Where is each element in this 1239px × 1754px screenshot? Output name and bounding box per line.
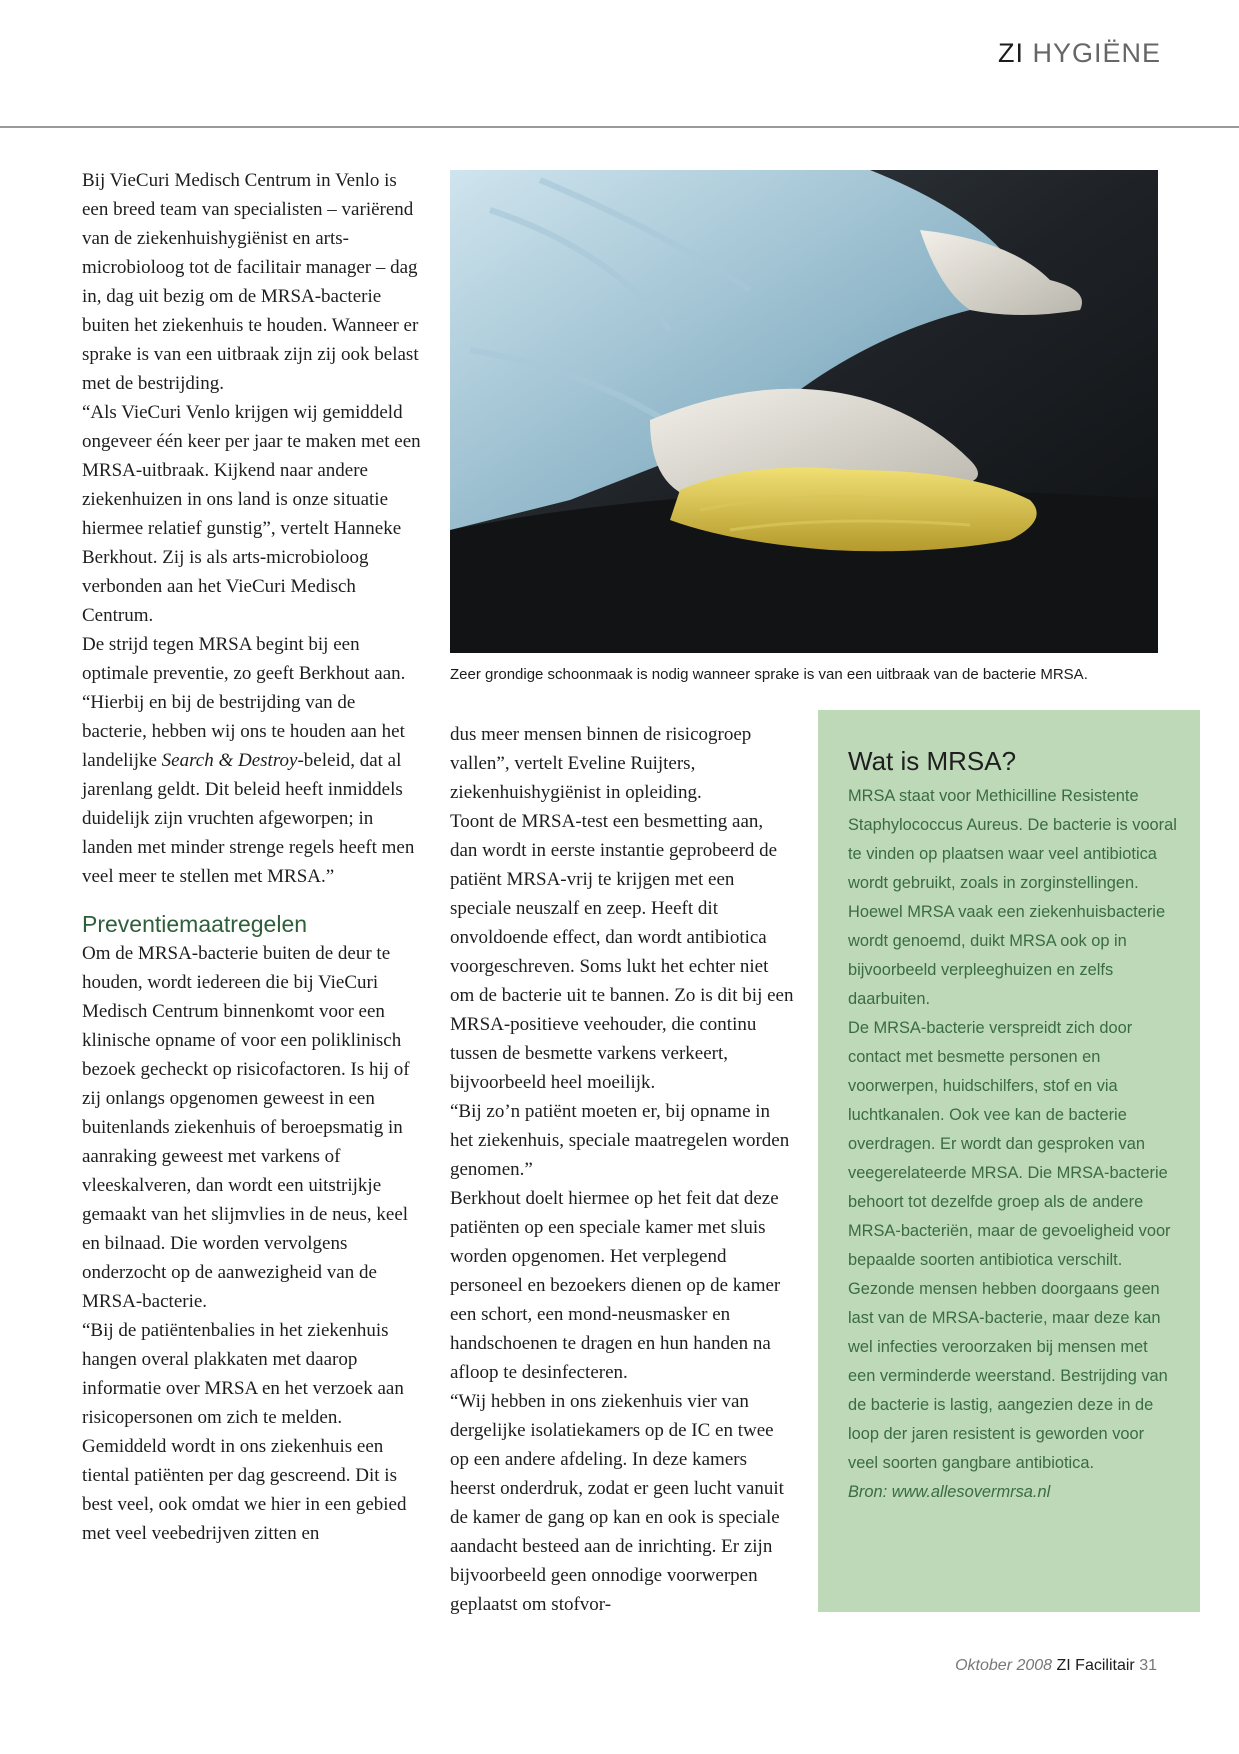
sidebar-title: Wat is MRSA? [848,746,1017,776]
sidebar-paragraph: Gezonde mensen hebben doorgaans geen last van de MRSA-bacterie, maar deze kan wel infecties veroorzaken bij mensen met een verminderde weerstand. Bestrijding van de bacterie is lastig, aangezien deze in de loop der jaren resistent is geworden voor veel soorten gangbare antibiotica. [848,1280,1168,1472]
sidebar-paragraph: De MRSA-bacterie verspreidt zich door contact met besmette personen en voorwerpen, huidschilfers, stof en via luchtkanalen. Ook vee kan de bacterie overdragen. Er wordt dan gesproken van veegerelateerde MRSA. Die MRSA-bacterie behoort tot dezelfde groep als de andere MRSA-bacteriën, maar de gevoeligheid voor bepaalde soorten antibiotica verschilt. [848,1019,1171,1269]
cleaning-photo [450,170,1158,653]
sidebar-paragraph: MRSA staat voor Methicilline Resistente Staphylococcus Aureus. De bacterie is vooral te vinden op plaatsen waar veel antibiotica wordt gebruikt, zoals in zorginstellingen. Hoewel MRSA vaak een ziekenhuisbacterie wordt genoemd, duikt MRSA ook op in bijvoorbeeld verpleeghuizen en zelfs daarbuiten. [848,787,1177,1008]
page-number: 31 [1139,1657,1157,1674]
paragraph-part: De strijd tegen MRSA begint bij een optimale preventie, zo geeft Berkhout aan. “Hierbij en bij de bestrijding van de bacterie, hebben wij ons te houden aan het landelijke [82,634,406,771]
header-divider [0,126,1239,128]
paragraph: “Bij de patiëntenbalies in het ziekenhuis hangen overal plakkaten met daarop informatie over MRSA en het verzoek aan risicopersonen om zich te melden. Gemiddeld wordt in ons ziekenhuis een tiental patiënten per dag gescreend. Dit is best veel, ook omdat we hier in een gebied met veel veebedrijven zitten en [82,1320,407,1544]
sidebar-source: Bron: www.allesovermrsa.nl [848,1483,1051,1501]
paragraph: Berkhout doelt hiermee op het feit dat deze patiënten op een speciale kamer met sluis worden opgenomen. Het verplegend personeel en bezoekers dienen op de kamer een schort, een mond-neusmasker en handschoenen te dragen en hun handen na afloop te desinfecteren. [450,1188,781,1383]
page-footer [955,1657,1157,1675]
section-header-light: HYGIËNE [1032,38,1161,68]
paragraph: “Wij hebben in ons ziekenhuis vier van dergelijke isolatiekamers op de IC en twee op een andere afdeling. In deze kamers heerst onderdruk, zodat er geen lucht vanuit de kamer de gang op kan en ook is speciale aandacht besteed aan de inrichting. Er zijn bijvoorbeeld geen onnodige voorwerpen geplaatst om stofvor- [450,1391,784,1615]
photo-caption: Zeer grondige schoonmaak is nodig wanneer sprake is van een uitbraak van de bacterie MRSA. [450,666,1088,683]
paragraph: dus meer mensen binnen de risicogroep vallen”, vertelt Eveline Ruijters, ziekenhuishygiënist in opleiding. [450,724,752,803]
paragraph: Bij VieCuri Medisch Centrum in Venlo is een breed team van specialisten – variërend van de ziekenhuishygiënist en arts-microbioloog tot de facilitair manager – dag in, dag uit bezig om de MRSA-bacterie buiten het ziekenhuis te houden. Wanneer er sprake is van een uitbraak zijn zij ook belast met de bestrijding. [82,170,419,394]
article-column-1 [82,166,422,1548]
publication-name: ZI Facilitair [1056,1657,1135,1674]
paragraph: “Als VieCuri Venlo krijgen wij gemiddeld ongeveer één keer per jaar te maken met een MRSA-uitbraak. Kijkend naar andere ziekenhuizen in ons land is onze situatie hiermee relatief gunstig”, vertelt Hanneke Berkhout. Zij is als arts-microbioloog verbonden aan het VieCuri Medisch Centrum. [82,402,421,626]
paragraph: Toont de MRSA-test een besmetting aan, dan wordt in eerste instantie geprobeerd de patiënt MRSA-vrij te krijgen met een speciale neuszalf en zeep. Heeft dit onvoldoende effect, dan wordt antibiotica voorgeschreven. Soms lukt het echter niet om de bacterie uit te bannen. Zo is dit bij een MRSA-positieve veehouder, die continu tussen de besmette varkens verkeert, bijvoorbeeld heel moeilijk. [450,811,794,1093]
subheading: Preventiemaatregelen [82,911,308,937]
policy-name: Search & Destroy [161,750,298,771]
gloved-hand-cleaning-illustration [450,170,1158,653]
paragraph-part: -beleid, dat al jarenlang geldt. Dit beleid heeft inmiddels duidelijk zijn vruchten afgeworpen; in landen met minder strenge regels heeft men veel meer te stellen met MRSA.” [82,750,415,887]
section-header [998,38,1161,69]
paragraph: Om de MRSA-bacterie buiten de deur te houden, wordt iedereen die bij VieCuri Medisch Centrum binnenkomt voor een klinische opname of voor een poliklinisch bezoek gecheckt op risicofactoren. Is hij of zij onlangs opgenomen geweest in een buitenlands ziekenhuis of beroepsmatig in aanraking geweest met varkens of vleeskalveren, dan wordt een uitstrijkje gemaakt van het slijmvlies in de neus, keel en bilnaad. Die worden vervolgens onderzocht op de aanwezigheid van de MRSA-bacterie. [82,943,410,1312]
mrsa-info-sidebar [818,710,1200,1612]
article-column-2 [450,720,795,1619]
paragraph: “Bij zo’n patiënt moeten er, bij opname in het ziekenhuis, speciale maatregelen worden genomen.” [450,1101,790,1180]
paragraph-search-destroy [82,630,422,891]
section-header-bold: ZI [997,38,1024,68]
sidebar-body [848,782,1178,1478]
issue-date: Oktober 2008 [955,1657,1053,1674]
